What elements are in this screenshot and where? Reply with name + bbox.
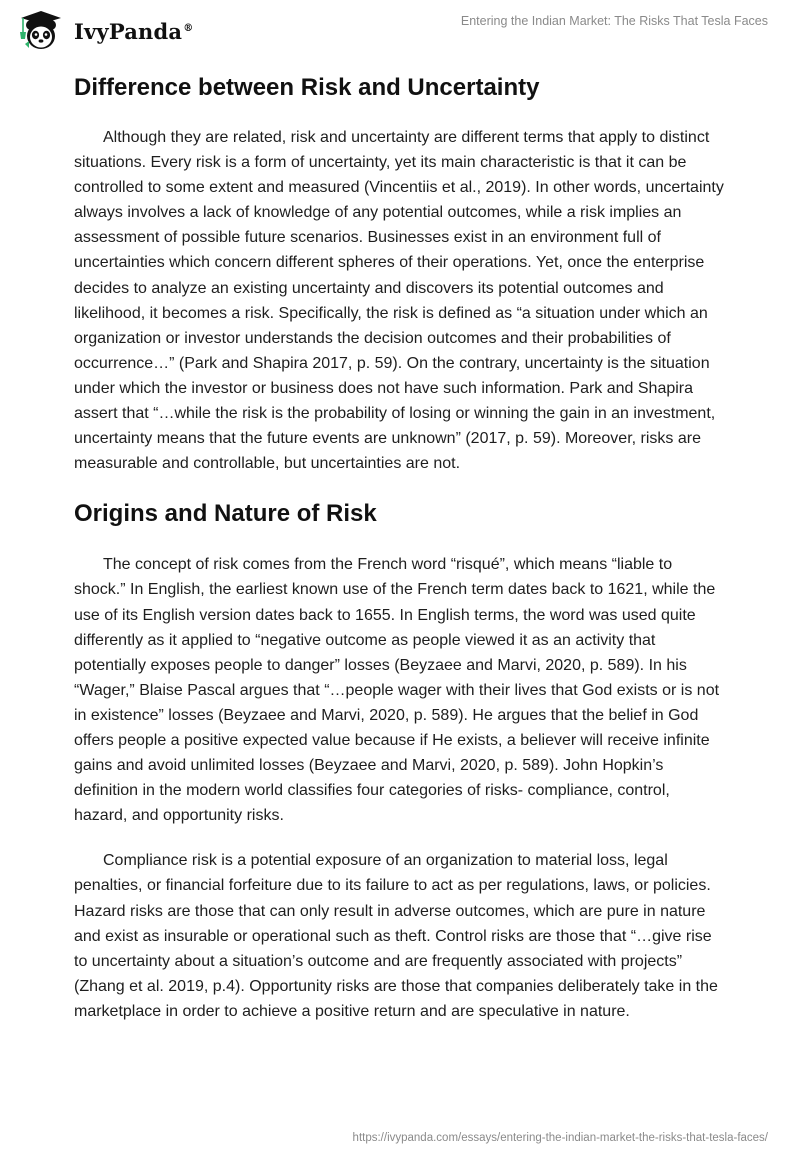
essay-content: [74, 70, 724, 1024]
paragraph: Although they are related, risk and uncertainty are different terms that apply to distinct situations. Every risk is a form of uncertainty, yet its main characteristic is that it can be controlled to some extent and measured (Vincentiis et al., 2019). In other words, uncertainty always involves a lack of knowledge of any potential outcomes, while a risk implies an assessment of possible future scenarios. Businesses exist in an environment full of uncertainties which concern different spheres of their operations. Yet, once the enterprise decides to analyze an existing uncertainty and discovers its potential outcomes and likelihood, it becomes a risk. Specifically, the risk is defined as “a situation under which an organization or investor understands the decision outcomes and their probabilities of occurrence…” (Park and Shapira 2017, p. 59). On the contrary, uncertainty is the situation under which the investor or business does not have such information. Park and Shapira assert that “…while the risk is the probability of losing or winning the gain in an investment, uncertainty means that the future events are unknown” (2017, p. 59). Moreover, risks are measurable and controllable, but uncertainties are not.: [74, 129, 724, 473]
ivypanda-logo[interactable]: [16, 8, 193, 54]
page-header: [0, 0, 800, 60]
paragraph: The concept of risk comes from the French word “risqué”, which means “liable to shock.” In English, the earliest known use of the French term dates back to 1621, while the use of its English version dates back to 1655. In English terms, the word was used quite differently as it applied to “negative outcome as people viewed it as an activity that potentially exposes people to danger” losses (Beyzaee and Marvi, 2020, p. 589). In his “Wager,” Blaise Pascal argues that “…people wager with their lives that God exists or is not in existence” losses (Beyzaee and Marvi, 2020, p. 589). He argues that the belief in God offers people a positive expected value because if He exists, a believer will receive infinite gains and avoid unlimited losses (Beyzaee and Marvi, 2020, p. 589). John Hopkin’s definition in the modern world classifies four categories of risks- compliance, control, hazard, and opportunity risks.: [74, 556, 720, 825]
section-heading: Origins and Nature of Risk: [74, 500, 377, 528]
source-url[interactable]: https://ivypanda.com/essays/entering-the-indian-market-the-risks-that-tesla-faces/: [352, 1132, 768, 1144]
brand-name: IvyPanda®: [74, 18, 194, 44]
paragraph: Compliance risk is a potential exposure of an organization to material loss, legal penalties, or financial forfeiture due to its failure to act as per regulations, laws, or policies. Hazard risks are those that can only result in adverse outcomes, which are pure in nature and exist as insurable or operational such as theft. Control risks are those that “…give rise to uncertainty about a situation’s outcome and are frequently associated with projects” (Zhang et al. 2019, p.4). Opportunity risks are those that companies deliberately take in the marketplace in order to achieve a positive return and are speculative in nature.: [74, 852, 718, 1020]
essay-title: Entering the Indian Market: The Risks That Tesla Faces: [460, 14, 768, 28]
section-heading: Difference between Risk and Uncertainty: [74, 74, 540, 101]
panda-graduation-cap-icon: [16, 8, 68, 54]
